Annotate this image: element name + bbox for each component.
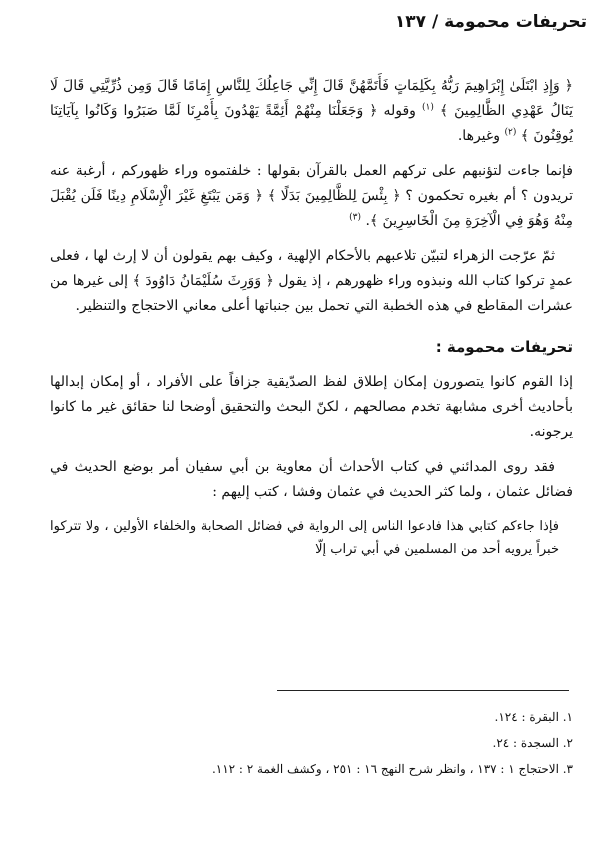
footnote-3: ٣. الاحتجاج ١ : ١٣٧ ، وانظر شرح النهج ١٦ : ٢٥١ ، وكشف الغمة ٢ : ١١٢. [211,762,573,776]
running-header: تحريفات محمومة / ١٣٧ [394,12,587,32]
section-heading: تحريفات محمومة : [435,338,573,356]
paragraph-2 [50,159,573,234]
paragraph-1-end: وغيرها. [457,128,500,144]
footnote-ref-2[interactable]: (٢) [504,127,517,138]
footnote-1: ١. البقرة : ١٢٤. [494,710,573,724]
paragraph-4: إذا القوم كانوا يتصورون إمكان إطلاق لفظ الصدّيقية جزافاً على الأفراد ، أو إمكان إبدالها بأحاديث أخرى مشابهة تخدم مصالحهم ، لكنّ البحث والتحقيق أوضحا لنا حقائق غير ما كانوا يرجونه. [50,374,573,440]
quran-verse-1: ﴿ وَإِذِ ابْتَلَىٰ إِبْرَاهِيمَ رَبُّهُ بِكَلِمَاتٍ فَأَتَمَّهُنَّ قَالَ إِنِّي جَاعِلُكَ لِلنَّاسِ إِمَامًا قَالَ وَمِن ذُرِّيَّتِي قَالَ لَا يَنَالُ عَهْدِي الظَّالِمِينَ ﴾ [50,78,573,119]
quran-verse-2: وقوله ﴿ وَجَعَلْنَا مِنْهُمْ أَئِمَّةً يَهْدُونَ بِأَمْرِنَا لَمَّا صَبَرُوا وَكَانُوا بِآيَاتِنَا يُوقِنُونَ ﴾ [50,103,573,144]
footnote-ref-1[interactable]: (١) [421,102,434,113]
paragraph-3: ثمّ عرّجت الزهراء لتبيّن تلاعبهم بالأحكام الإلهية ، وكيف بهم يقولون أن لا إرث لها ، فعلى عمدٍ تركوا كتاب الله ونبذوه وراء ظهورهم ، إذ يقول ﴿ وَوَرِثَ سُلَيْمَانُ دَاوُودَ ﴾ إلى غيرها من عشرات المقاطع في هذه الخطبة التي تحمل بين جنباتها أعلى معاني الاحتجاج والتنظير. [50,248,573,314]
footnote-divider [277,690,569,691]
quoted-letter: فإذا جاءكم كتابي هذا فادعوا الناس إلى الرواية في فضائل الصحابة والخلفاء الأولين ، ولا تتركوا خبراً يرويه أحد من المسلمين في أبي تراب إلّا [50,519,559,557]
paragraph-1 [50,74,573,149]
footnotes [50,704,573,782]
footnote-2: ٢. السجدة : ٢٤. [492,736,573,750]
footnote-ref-3[interactable]: (٣) [349,212,361,223]
paragraph-2-text: فإنما جاءت لتؤنبهم على تركهم العمل بالقرآن بقولها : خلفتموه وراء ظهوركم ، أرغبة عنه تريدون ؟ أم بغيره تحكمون ؟ ﴿ بِئْسَ لِلظَّالِمِينَ بَدَلًا ﴾ ﴿ وَمَن يَبْتَغِ غَيْرَ الْإِسْلَامِ دِينًا فَلَن يُقْبَلَ مِنْهُ وَهُوَ فِي الْآخِرَةِ مِنَ الْخَاسِرِينَ ﴾. [50,163,573,229]
page-body [50,74,573,571]
paragraph-5: فقد روى المدائني في كتاب الأحداث أن معاوية بن أبي سفيان أمر بوضع الحديث في فضائل عثمان ، ولما كثر الحديث في عثمان وفشا ، كتب إليهم : [50,459,573,500]
